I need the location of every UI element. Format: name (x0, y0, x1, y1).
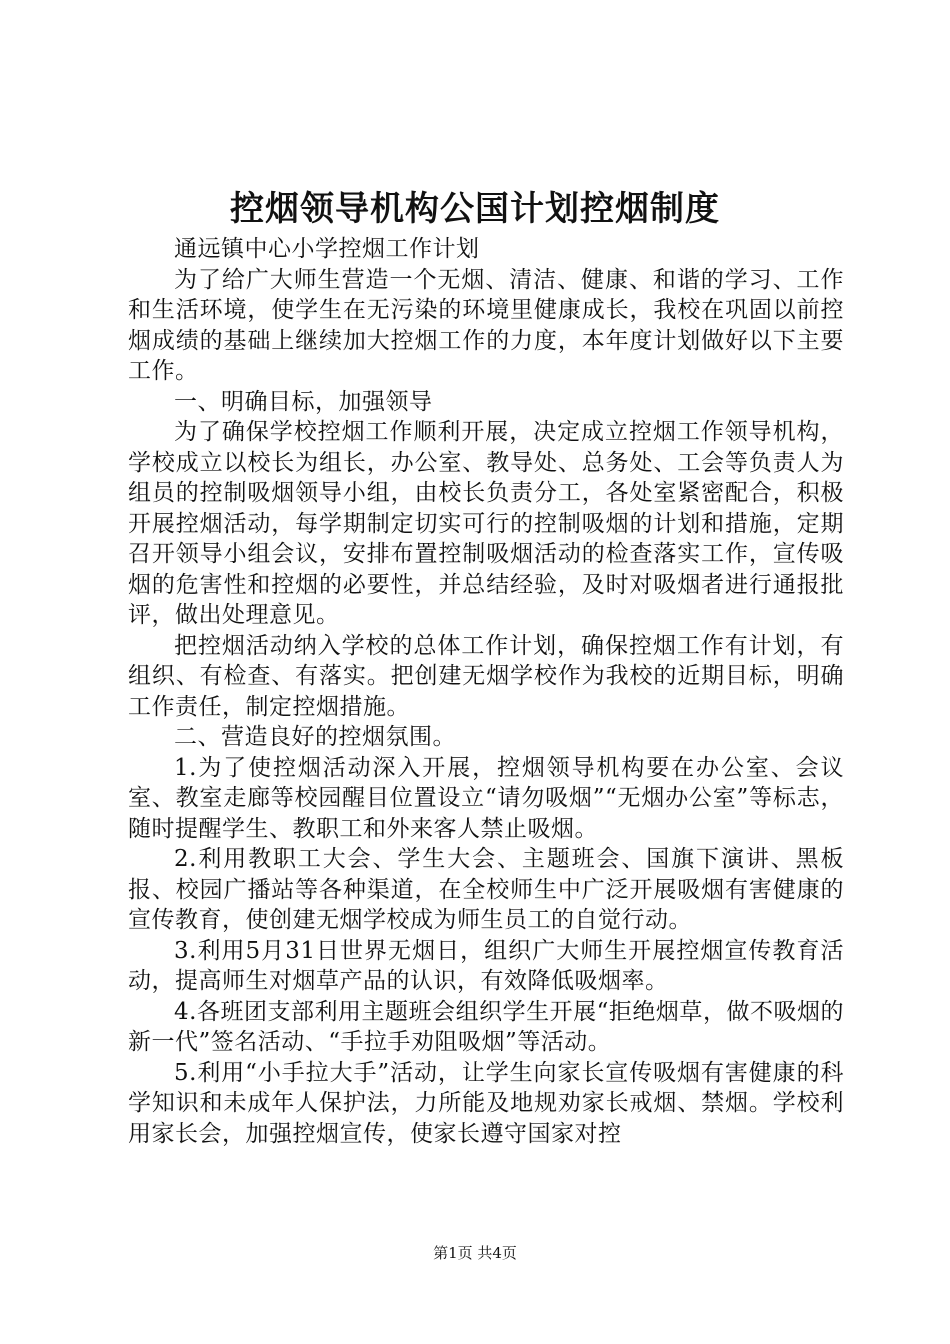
section-heading-2: 二、营造良好的控烟氛围。 (174, 724, 456, 750)
page-footer: 第1页 共4页 (433, 1244, 517, 1262)
document-body (128, 234, 844, 1149)
list-item: 5.利用“小手拉大手”活动，让学生向家长宣传吸烟有害健康的科学知识和未成年人保护法，力所能及地规劝家长戒烟、禁烟。学校利用家长会，加强控烟宣传，使家长遵守国家对控 (128, 1059, 844, 1147)
list-item: 3.利用5月31日世界无烟日，组织广大师生开展控烟宣传教育活动，提高师生对烟草产品的认识，有效降低吸烟率。 (128, 937, 844, 994)
document-title: 控烟领导机构公国计划控烟制度 (230, 189, 720, 229)
list-item: 1.为了使控烟活动深入开展，控烟领导机构要在办公室、会议室、教室走廊等校园醒目位置设立“请勿吸烟”“无烟办公室”等标志，随时提醒学生、教职工和外来客人禁止吸烟。 (128, 754, 844, 842)
paragraph-intro: 为了给广大师生营造一个无烟、清洁、健康、和谐的学习、工作和生活环境，使学生在无污染的环境里健康成长，我校在巩固以前控烟成绩的基础上继续加大控烟工作的力度，本年度计划做好以下主要工作。 (128, 266, 844, 384)
list-item: 2.利用教职工大会、学生大会、主题班会、国旗下演讲、黑板报、校园广播站等各种渠道，在全校师生中广泛开展吸烟有害健康的宣传教育，使创建无烟学校成为师生员工的自觉行动。 (128, 846, 844, 933)
list-item: 4.各班团支部利用主题班会组织学生开展“拒绝烟草，做不吸烟的新一代”签名活动、“手拉手劝阻吸烟”等活动。 (128, 998, 844, 1055)
paragraph: 把控烟活动纳入学校的总体工作计划，确保控烟工作有计划，有组织、有检查、有落实。把创建无烟学校作为我校的近期目标，明确工作责任，制定控烟措施。 (128, 632, 844, 720)
paragraph-subtitle: 通远镇中心小学控烟工作计划 (174, 236, 480, 262)
section-heading-1: 一、明确目标，加强领导 (174, 388, 433, 415)
paragraph: 为了确保学校控烟工作顺利开展，决定成立控烟工作领导机构，学校成立以校长为组长，办公室、教导处、总务处、工会等负责人为组员的控制吸烟领导小组，由校长负责分工，各处室紧密配合，积极开展控烟活动，每学期制定切实可行的控制吸烟的计划和措施，定期召开领导小组会议，安排布置控制吸烟活动的检查落实工作，宣传吸烟的危害性和控烟的必要性，并总结经验，及时对吸烟者进行通报批评，做出处理意见。 (128, 419, 844, 628)
